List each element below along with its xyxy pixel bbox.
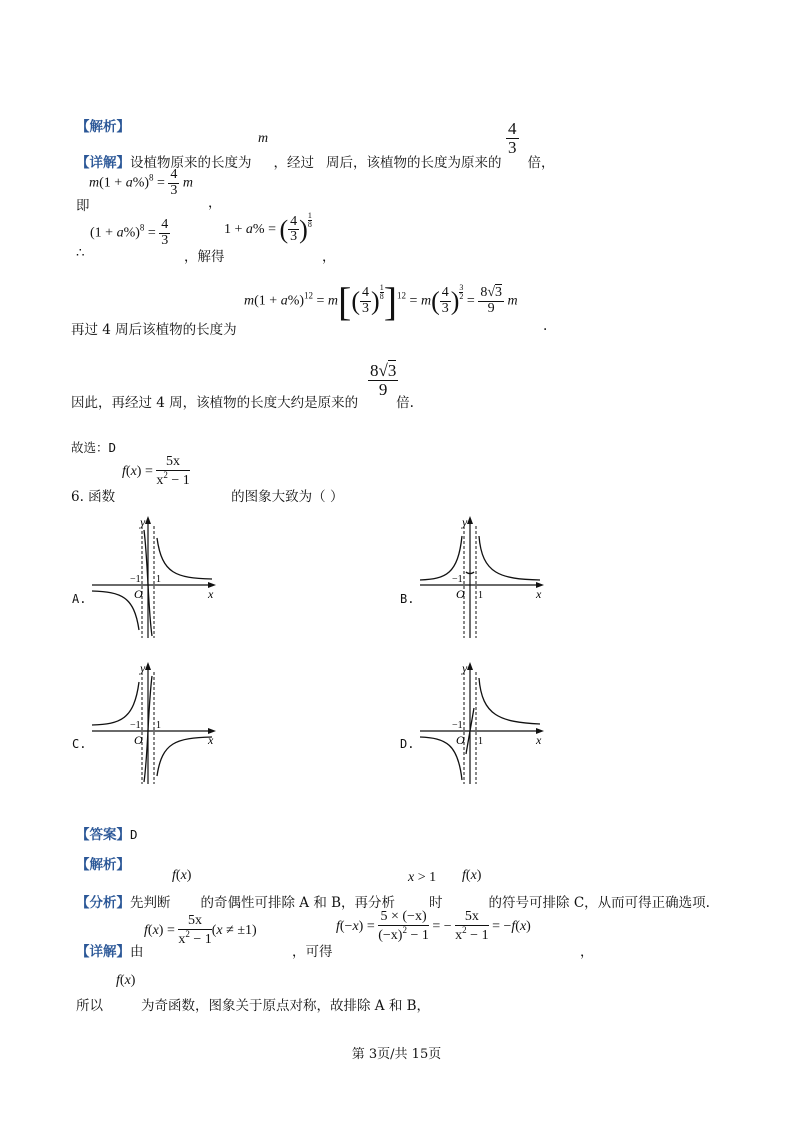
detail-label: 【详解】	[76, 155, 130, 171]
comma-2: ，	[322, 249, 336, 265]
label-origin: O	[134, 733, 143, 747]
again-4-weeks: 再过 4 周后该植物的长度为	[71, 322, 237, 338]
ji-text: 即	[76, 198, 90, 214]
math-fx-def: f(x) = $\frac{5x}{x^2 - 1}$ (x ≠ ±1)	[144, 913, 257, 947]
analysis2-label: 【解析】	[76, 857, 130, 873]
label-y: y	[140, 661, 146, 675]
math-function-def: f(x) = $\frac{5x}{x^2 - 1}$	[122, 454, 190, 488]
math-f-x-1: f(x)	[172, 868, 192, 883]
math-eq1: $m(1 + a\%)^8$ = $\frac{4}{3}$ m	[89, 167, 194, 198]
axis-y	[467, 662, 473, 784]
label-y: y	[462, 515, 468, 529]
last-line: 所以 为奇函数，图象关于原点对称，故排除 A 和 B，	[76, 998, 431, 1014]
p5-line1: 【详解】设植物原来的长度为 ，经过 周后，该植物的长度为原来的 倍，	[76, 155, 555, 171]
label-origin: O	[456, 733, 465, 747]
math-8root3-over-9: $\frac{8√3}{9}$	[370, 361, 397, 399]
math-m: m	[258, 131, 269, 146]
curve-right	[157, 737, 212, 776]
curve-right	[157, 538, 212, 579]
label-x: x	[536, 733, 542, 747]
label-x: x	[208, 587, 214, 601]
analysis-label: 【解析】	[76, 119, 130, 135]
page-footer: 第 3页/共 15页	[351, 1047, 442, 1062]
fenxi-label: 【分析】	[76, 895, 130, 911]
answer-label: 【答案】	[76, 827, 130, 843]
period-1: .	[543, 318, 548, 334]
math-four-thirds: $\frac{4}{3}$	[508, 119, 517, 157]
math-f-neg-x: f(−x) = $\frac{5 \times (-x)}{(-x)^2 - 1}$ = − $\frac{5x}{x^2 - 1}$ = −f(x)	[336, 909, 531, 943]
tick-one: 1	[478, 590, 483, 601]
curve-right	[479, 678, 540, 724]
curve-right	[479, 536, 540, 580]
tick-neg-one: −1	[452, 720, 463, 731]
choose-answer: 故选：D	[71, 440, 117, 455]
detail2-comma: ，	[580, 944, 594, 960]
comma-1: ，	[208, 195, 222, 211]
fenxi-line: 【分析】先判断 的奇偶性可排除 A 和 B，再分析 时 的符号可排除 C，从而可得正确选项.	[76, 895, 710, 911]
math-x-gt-1: x > 1	[408, 870, 437, 885]
axis-x	[420, 582, 544, 588]
label-y: y	[140, 515, 146, 529]
jiede-text: ，解得	[184, 249, 225, 265]
detail2-kede: ，可得	[292, 944, 333, 960]
graph-option-d[interactable]	[414, 658, 548, 788]
tick-neg-one: −1	[452, 574, 463, 585]
curve-left	[92, 591, 139, 630]
answer-line	[76, 823, 138, 843]
label-origin: O	[456, 587, 465, 601]
option-b-label[interactable]: B.	[400, 592, 415, 606]
math-eq4: $m(1 + a\%)^{12} = m$[( $\frac{4}{3}$ ) $\frac{1}{8}$ ]$^{12}$ = m( $\frac{4}{3}$ ) $\frac{3}{2}$ = $\frac{8√3}{9}$ m	[244, 279, 518, 324]
option-a-label[interactable]: A.	[72, 592, 87, 606]
detail2-line: 【详解】由	[76, 944, 144, 960]
tick-neg-one: −1	[130, 720, 141, 731]
tick-one: 1	[156, 720, 161, 731]
label-x: x	[208, 733, 214, 747]
curve-left	[92, 682, 139, 725]
math-eq3: 1 + a% = ( $\frac{4}{3}$ ) $\frac{1}{8}$	[224, 211, 312, 245]
math-f-x-3: f(x)	[116, 973, 136, 988]
label-origin: O	[134, 587, 143, 601]
answer-value: D	[130, 827, 138, 842]
math-f-x-2: f(x)	[462, 868, 482, 883]
conclusion: 因此，再经过 4 周，该植物的长度大约是原来的 倍.	[71, 395, 414, 411]
label-y: y	[462, 661, 468, 675]
detail2-label: 【详解】	[76, 944, 130, 960]
tick-neg-one: −1	[130, 574, 141, 585]
q6-stem: 6. 函数 的图象大致为（ ）	[71, 489, 344, 505]
graph-option-a[interactable]	[86, 512, 220, 642]
therefore-sign: ∴	[76, 245, 85, 261]
graph-option-b[interactable]	[414, 512, 548, 642]
tick-one: 1	[156, 574, 161, 585]
tick-one: 1	[478, 736, 483, 747]
axis-x	[420, 728, 544, 734]
math-eq2: $(1 + a\%)^8$ = $\frac{4}{3}$	[90, 217, 169, 248]
axis-y	[467, 516, 473, 638]
graph-option-c[interactable]	[86, 658, 220, 788]
option-c-label[interactable]: C.	[72, 737, 87, 751]
option-d-label[interactable]: D.	[400, 737, 415, 751]
label-x: x	[536, 587, 542, 601]
